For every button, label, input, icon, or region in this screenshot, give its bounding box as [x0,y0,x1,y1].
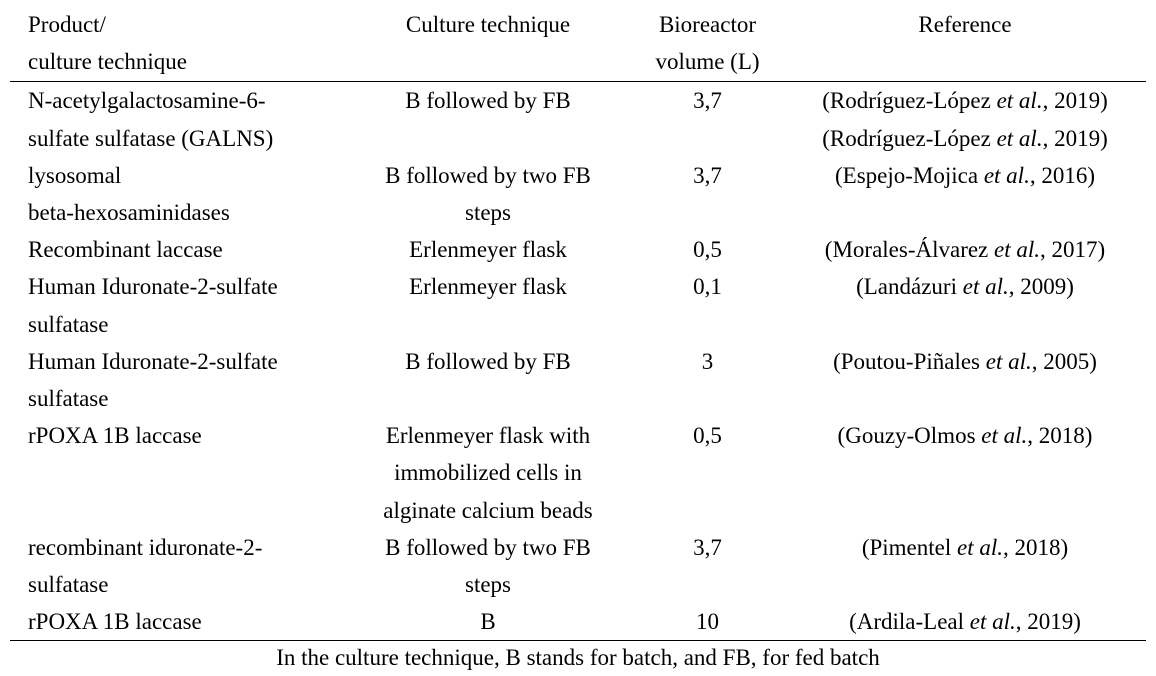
volume-cell: 3 [701,348,714,374]
table-header [10,6,1146,82]
volume-cell: 10 [696,609,719,635]
reference-author: (Rodríguez-López [822,125,997,151]
volume-cell: 3,7 [693,162,722,188]
volume-cell: 0,5 [693,423,722,449]
reference-year: , 2019) [1015,609,1081,635]
product-cell: rPOXA 1B laccase [28,609,202,635]
reference-author: (Gouzy-Olmos [837,423,982,449]
product-cell: Recombinant laccase [28,237,223,263]
reference-author: (Poutou-Piñales [833,348,986,374]
table-row [10,82,1146,157]
table-row [10,417,1146,529]
header-reference: Reference [918,12,1012,37]
header-bioreactor-volume: Bioreactor volume (L) [655,12,760,75]
table-body [10,82,1146,641]
reference-author: (Ardila-Leal [849,609,970,635]
reference-year: , 2018) [1027,423,1093,449]
table-row [10,603,1146,641]
reference-year: , 2017) [1040,237,1106,263]
volume-cell: 0,1 [693,274,722,300]
header-product: Product/ culture technique [28,12,188,75]
reference-year: , 2018) [1003,534,1069,560]
reference-et-al: et al. [962,274,1009,300]
product-cell: Human Iduronate-2-sulfate sulfatase [28,348,278,412]
header-culture-technique: Culture technique [405,12,571,37]
reference-et-al: et al. [981,423,1028,449]
reference-et-al: et al. [985,348,1032,374]
technique-cell: B followed by FB [405,348,571,374]
reference-cell [784,603,1146,641]
technique-cell: Erlenmeyer flask [409,237,567,263]
reference-cell [784,231,1146,268]
table-row [10,529,1146,603]
technique-cell: B followed by two FB steps [385,162,591,226]
product-cell: lysosomal beta-hexosaminidases [28,162,230,226]
product-cell: N-acetylgalactosamine-6- sulfate sulfatase (GALNS) [28,88,274,151]
reference-author: (Rodríguez-López [822,88,997,114]
table-footnote: In the culture technique, B stands for batch, and FB, for fed batch [276,645,880,670]
reference-year: , 2009) [1008,274,1074,300]
reference-cell [784,268,1146,342]
reference-et-al: et al. [983,162,1030,188]
reference-cell [784,82,1146,157]
culture-techniques-table-container [10,6,1146,641]
product-cell: rPOXA 1B laccase [28,423,202,449]
technique-cell: Erlenmeyer flask with immobilized cells in alginate calcium beads [383,423,593,523]
technique-cell: B [480,609,496,635]
reference-et-al: et al. [994,237,1041,263]
reference-author: (Morales-Álvarez [824,237,995,263]
reference-cell [784,157,1146,231]
reference-et-al: et al. [996,125,1043,151]
reference-year: , 2016) [1029,162,1095,188]
culture-techniques-table [10,6,1146,641]
table-row [10,343,1146,417]
volume-cell: 3,7 [693,88,722,114]
reference-cell [784,529,1146,603]
reference-author: (Pimentel [861,534,957,560]
volume-cell: 0,5 [693,237,722,263]
technique-cell: B followed by two FB steps [385,534,591,598]
header-row [10,6,1146,82]
reference-year: , 2019) [1042,125,1108,151]
table-row [10,231,1146,268]
table-row [10,157,1146,231]
reference-author: (Landázuri [856,274,963,300]
technique-cell: Erlenmeyer flask [409,274,567,300]
reference-cell [784,417,1146,529]
table-row [10,268,1146,342]
reference-et-al: et al. [957,534,1003,560]
reference-cell [784,343,1146,417]
volume-cell: 3,7 [693,534,722,560]
product-cell: Human Iduronate-2-sulfate sulfatase [28,274,278,337]
reference-et-al: et al. [996,88,1043,114]
reference-year: , 2019) [1042,88,1108,114]
product-cell: recombinant iduronate-2- sulfatase [28,534,263,598]
reference-author: (Espejo-Mojica [835,162,984,188]
reference-year: , 2005) [1031,348,1097,374]
reference-et-al: et al. [969,609,1016,635]
technique-cell: B followed by FB [405,88,571,114]
